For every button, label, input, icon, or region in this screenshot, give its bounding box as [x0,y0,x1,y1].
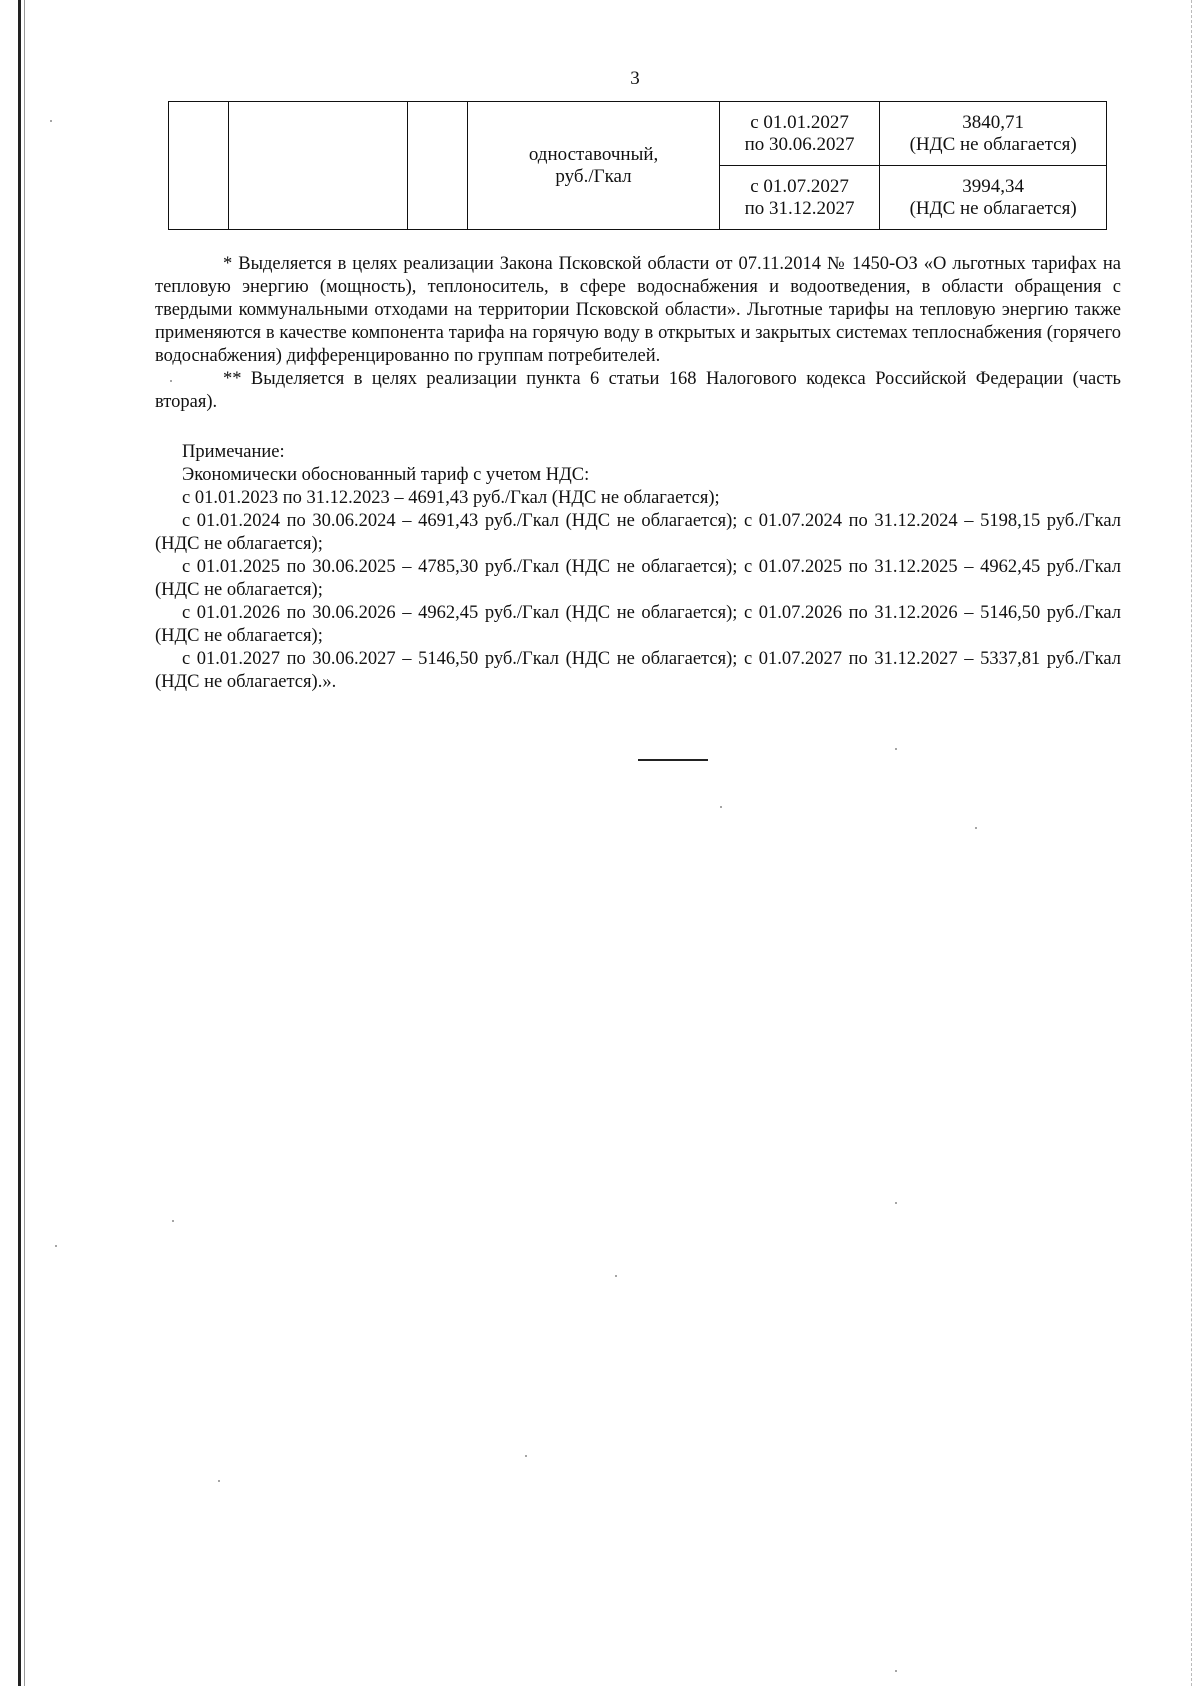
scan-speckle [895,748,897,750]
scan-speckle [525,1455,527,1457]
scan-speckle [615,1275,617,1277]
period-cell [719,166,879,230]
scan-speckle [720,806,722,808]
tariff-type-line2: руб./Гкал [555,165,632,187]
scan-speckle [895,1202,897,1204]
period-start: с 01.01.2027 [750,111,849,133]
vat-note: (НДС не облагается) [909,133,1077,155]
vat-note: (НДС не облагается) [909,197,1077,219]
notes-heading: Примечание: [182,442,285,462]
note-line: с 01.01.2024 по 30.06.2024 – 4691,43 руб./Гкал (НДС не облагается); с 01.07.2024 по 31.12.2024 – 5198,15 руб./Гкал (НДС не облагается); [155,511,1121,554]
scan-speckle [975,827,977,829]
scan-speckle [895,1670,897,1672]
table-cell-empty-3 [407,102,467,230]
footnotes [155,253,1121,414]
scan-edge-right [1190,0,1192,1686]
period-cell [719,102,879,166]
scan-edge-left-secondary [24,0,25,1686]
scan-edge-left [18,0,21,1686]
period-end: по 31.12.2027 [744,197,855,219]
tariff-value: 3994,34 [962,175,1024,197]
footnote-double-star: ** Выделяется в целях реализации пункта 6 статьи 168 Налогового кодекса Российской Федерации (часть вторая). [155,369,1121,412]
note-line: с 01.01.2025 по 30.06.2025 – 4785,30 руб./Гкал (НДС не облагается); с 01.07.2025 по 31.12.2025 – 4962,45 руб./Гкал (НДС не облагается); [155,557,1121,600]
period-end: по 30.06.2027 [744,133,855,155]
tariff-value-cell [880,102,1107,166]
scan-speckle [170,380,172,382]
tariff-type-cell [468,102,720,230]
scan-speckle [218,1480,220,1482]
notes-section [155,441,1121,694]
page-number: 3 [630,68,640,89]
scan-speckle [50,120,52,122]
tariff-value: 3840,71 [962,111,1024,133]
note-line: с 01.01.2023 по 31.12.2023 – 4691,43 руб./Гкал (НДС не облагается); [182,488,720,508]
tariff-value-cell [880,166,1107,230]
tariff-type-line1: одноставочный, [528,143,659,165]
end-separator-line [638,759,708,761]
scan-speckle [55,1245,57,1247]
note-line: с 01.01.2026 по 30.06.2026 – 4962,45 руб./Гкал (НДС не облагается); с 01.07.2026 по 31.12.2026 – 5146,50 руб./Гкал (НДС не облагается); [155,603,1121,646]
scan-speckle [172,1220,174,1222]
note-line: с 01.01.2027 по 30.06.2027 – 5146,50 руб./Гкал (НДС не облагается); с 01.07.2027 по 31.12.2027 – 5337,81 руб./Гкал (НДС не облагается).». [155,649,1121,692]
table-row [169,102,1107,166]
table-cell-empty-1 [169,102,229,230]
tariff-table [168,101,1107,230]
period-start: с 01.07.2027 [750,175,849,197]
notes-subheading: Экономически обоснованный тариф с учетом НДС: [182,465,590,485]
table-cell-empty-2 [229,102,407,230]
footnote-single-star: * Выделяется в целях реализации Закона Псковской области от 07.11.2014 № 1450-ОЗ «О льготных тарифах на тепловую энергию (мощность), теплоноситель, в сфере водоснабжения и водоотведения, в области обращения с твердыми коммунальными отходами на территории Псковской области». Льготные тарифы на тепловую энергию также применяются в качестве компонента тарифа на горячую воду в открытых и закрытых системах теплоснабжения (горячего водоснабжения) дифференцированно по группам потребителей. [155,254,1121,366]
